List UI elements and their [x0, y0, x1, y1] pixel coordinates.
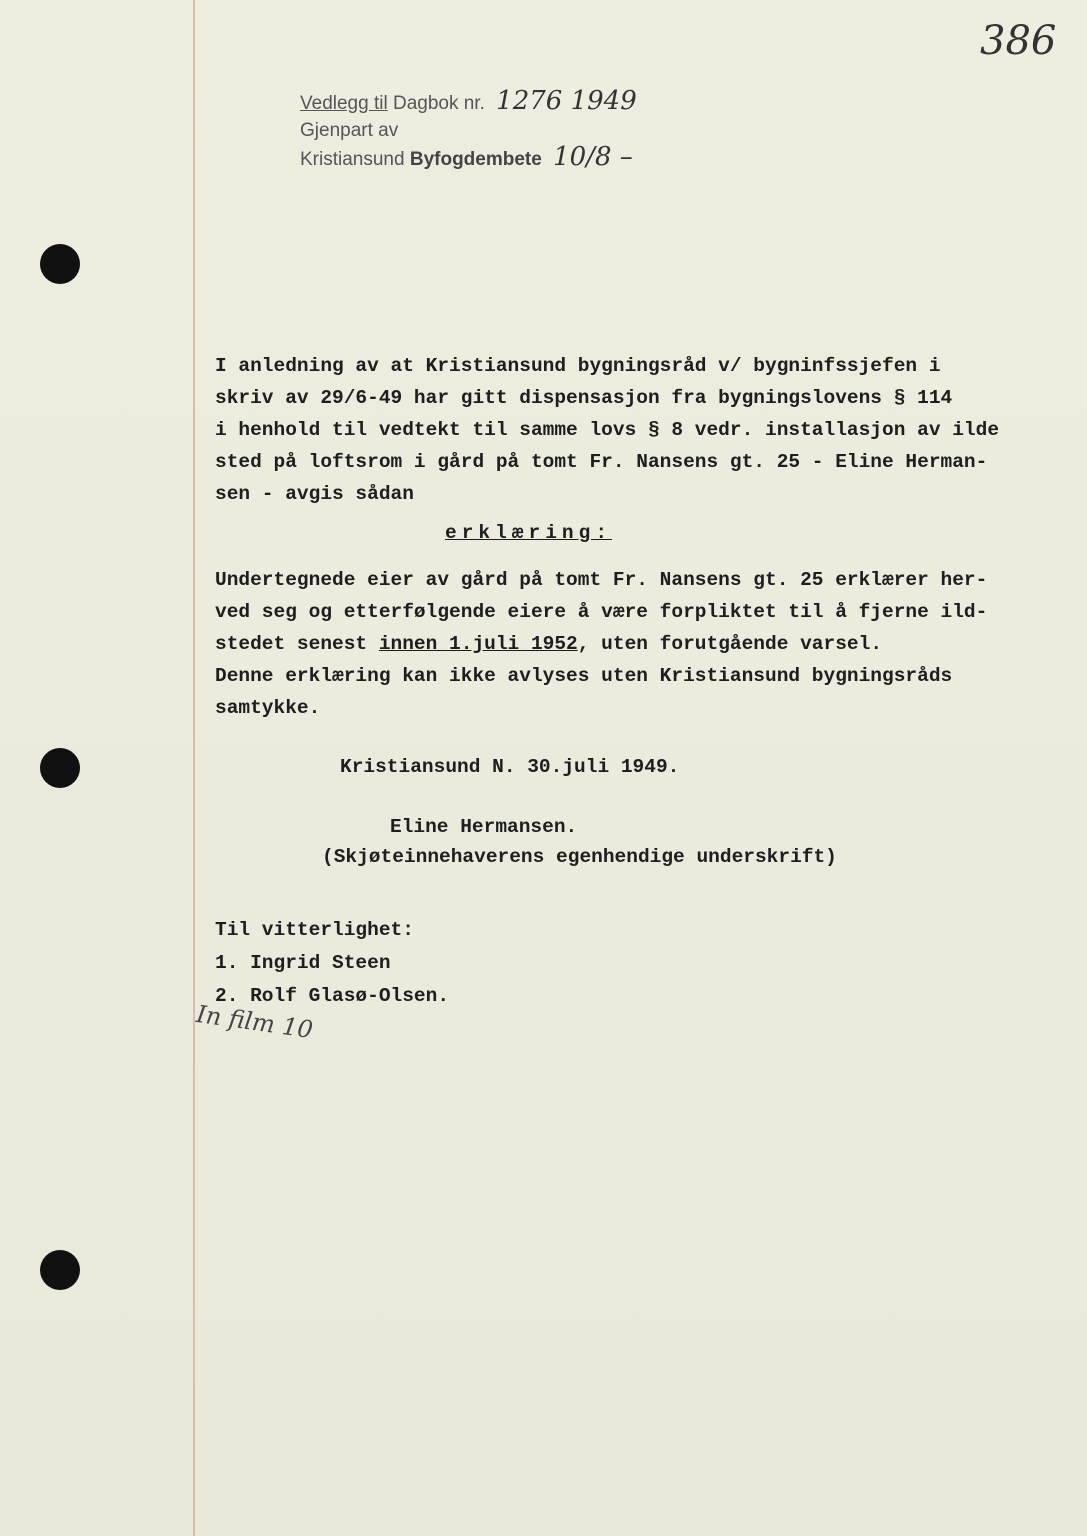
- handwritten-note: In film 10: [194, 999, 315, 1045]
- stamp-kristiansund: Kristiansund: [300, 149, 405, 170]
- punch-hole-bottom: [40, 1250, 80, 1290]
- text-line: sen - avgis sådan: [215, 483, 414, 505]
- signature-block: [322, 812, 837, 872]
- text-line: [215, 628, 1087, 660]
- stamp-line-2: [300, 117, 637, 144]
- place-date-line: Kristiansund N. 30.juli 1949.: [340, 756, 680, 778]
- text-segment: stedet senest: [215, 633, 379, 655]
- stamp-line-1: [300, 88, 637, 117]
- stamp-line-3: [300, 144, 637, 173]
- text-line: Undertegnede eier av gård på tomt Fr. Nansens gt. 25 erklærer her-: [215, 569, 988, 591]
- text-line: samtykke.: [215, 697, 321, 719]
- stamp-dagbok: Dagbok nr.: [392, 93, 485, 114]
- text-line: sted på loftsrom i gård på tomt Fr. Nansens gt. 25 - Eline Herman-: [215, 451, 988, 473]
- page-number: 386: [980, 18, 1057, 64]
- stamp-byfogdembete: Byfogdembete: [409, 149, 542, 170]
- text-line: ved seg og etterfølgende eiere å være forpliktet til å fjerne ild-: [215, 601, 988, 623]
- punch-hole-top: [40, 244, 80, 284]
- margin-line: [193, 0, 195, 1536]
- text-line: Denne erklæring kan ikke avlyses uten Kristiansund bygningsråds: [215, 665, 953, 687]
- text-segment: , uten forutgående varsel.: [577, 633, 883, 655]
- document-heading: erklæring:: [445, 522, 613, 544]
- text-line: I anledning av at Kristiansund bygningsråd v/ bygninfssjefen i: [215, 355, 941, 377]
- signature-note: (Skjøteinnehaverens egenhendige underskrift): [322, 846, 837, 868]
- witness-heading: Til vitterlighet:: [215, 919, 414, 941]
- registry-stamp: [300, 88, 637, 173]
- punch-hole-middle: [40, 748, 80, 788]
- paragraph-intro: [215, 350, 1087, 510]
- deadline-underlined: innen 1.juli 1952: [378, 633, 578, 655]
- stamp-handwritten-number: 1276 1949: [496, 86, 637, 116]
- stamp-gjenpart: Gjenpart av: [300, 120, 399, 141]
- stamp-vedlegg: Vedlegg til: [300, 93, 388, 114]
- text-line: skriv av 29/6-49 har gitt dispensasjon fra bygningslovens § 114: [215, 387, 953, 409]
- paragraph-declaration: [215, 564, 1087, 724]
- witness-item: 2. Rolf Glasø-Olsen.: [215, 985, 450, 1007]
- witness-item: 1. Ingrid Steen: [215, 952, 391, 974]
- text-line: i henhold til vedtekt til samme lovs § 8 vedr. installasjon av ilde: [215, 419, 1000, 441]
- stamp-handwritten-date: 10/8 –: [553, 142, 633, 172]
- signer-name: Eline Hermansen.: [390, 816, 578, 838]
- witness-block: [215, 914, 449, 1013]
